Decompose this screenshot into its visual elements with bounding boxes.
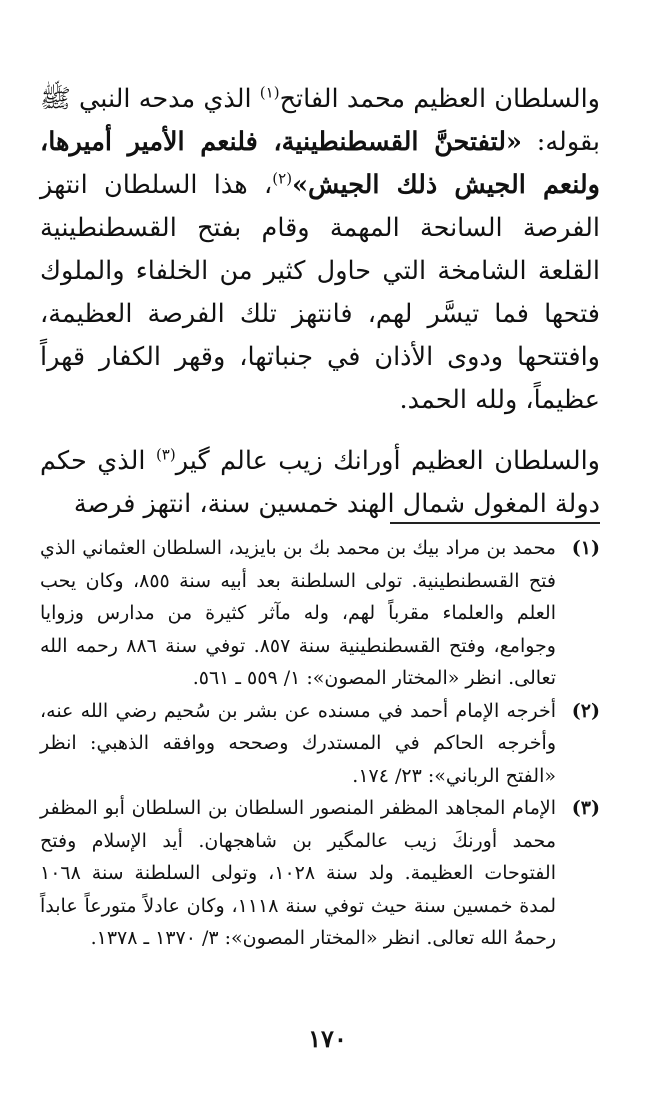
footnotes bbox=[40, 532, 600, 955]
footnote-text: أخرجه الإمام أحمد في مسنده عن بشر بن سُحيم رضي الله عنه، وأخرجه الحاكم في المستدرك وصححه ووافقه الذهبي: انظر «الفتح الرباني»: ٢٣/ ١٧٤. bbox=[40, 699, 556, 787]
footnote-ref-1[interactable]: (١) bbox=[259, 83, 280, 102]
page-number: ١٧٠ bbox=[308, 1024, 347, 1053]
paragraph-text: ، هذا السلطان انتهز الفرصة السانحة المهمة وقام بفتح القسطنطينية القلعة الشامخة التي حاول كثير من الخلفاء والملوك فتحها فما تيسَّر لهم، فانتهز تلك الفرصة العظيمة، وافتتحها ودوى الأذان في جنباتها، وقهر الكفار قهراً عظيماً، ولله الحمد. bbox=[40, 170, 600, 415]
footnote-2 bbox=[40, 695, 600, 793]
footnote-ref-2[interactable]: (٢) bbox=[272, 169, 293, 188]
paragraph-text: الذي حكم دولة المغول شمال الهند خمسين سنة، انتهز فرصة bbox=[40, 446, 600, 519]
footnote-divider bbox=[390, 522, 600, 524]
paragraph-text: والسلطان العظيم محمد الفاتح bbox=[279, 84, 600, 114]
paragraph-aurangzeb bbox=[40, 440, 600, 526]
footnote-text: محمد بن مراد بيك بن محمد بك بن بايزيد، السلطان العثماني الذي فتح القسطنطينية. تولى السلطنة بعد أبيه سنة ٨٥٥، وكان يحب العلم والعلماء مقرباً لهم، وله مآثر كثيرة من مدارس وزوايا وجوامع، وفتح القسطنطينية سنة ٨٥٧. توفي سنة ٨٨٦ رحمه الله تعالى. انظر «المختار المصون»: ١/ ٥٥٩ ـ ٥٦١. bbox=[40, 537, 556, 689]
paragraph-text: الذي مدحه النبي ﷺ بقوله: bbox=[40, 84, 600, 157]
footnote-text: الإمام المجاهد المظفر المنصور السلطان بن السلطان أبو المظفر محمد أورنكَ زيب عالمگير بن شاهجهان. أيد الإسلام وفتح الفتوحات العظيمة. ولد سنة ١٠٢٨، وتولى السلطنة سنة ١٠٦٨ لمدة خمسين سنة حيث توفي سنة ١١١٨، وكان عادلاً متورعاً عابداً رحمهُ الله تعالى. انظر «المختار المصون»: ٣/ ١٣٧٠ ـ ١٣٧٨. bbox=[40, 797, 557, 949]
main-text bbox=[40, 78, 600, 526]
footnote-1 bbox=[40, 532, 600, 695]
footnote-number: (٢) bbox=[571, 699, 600, 722]
hadith-quote: «لتفتحنَّ القسطنطينية، فلنعم الأمير أميرها، ولنعم الجيش ذلك الجيش» bbox=[40, 127, 600, 200]
paragraph-fatih bbox=[40, 78, 600, 422]
footnote-ref-3[interactable]: (٣) bbox=[155, 445, 176, 464]
footnote-3 bbox=[40, 792, 600, 955]
paragraph-text: والسلطان العظيم أورانك زيب عالم گير bbox=[175, 446, 600, 476]
footnote-number: (٣) bbox=[571, 797, 600, 819]
footnote-number: (١) bbox=[571, 537, 600, 559]
